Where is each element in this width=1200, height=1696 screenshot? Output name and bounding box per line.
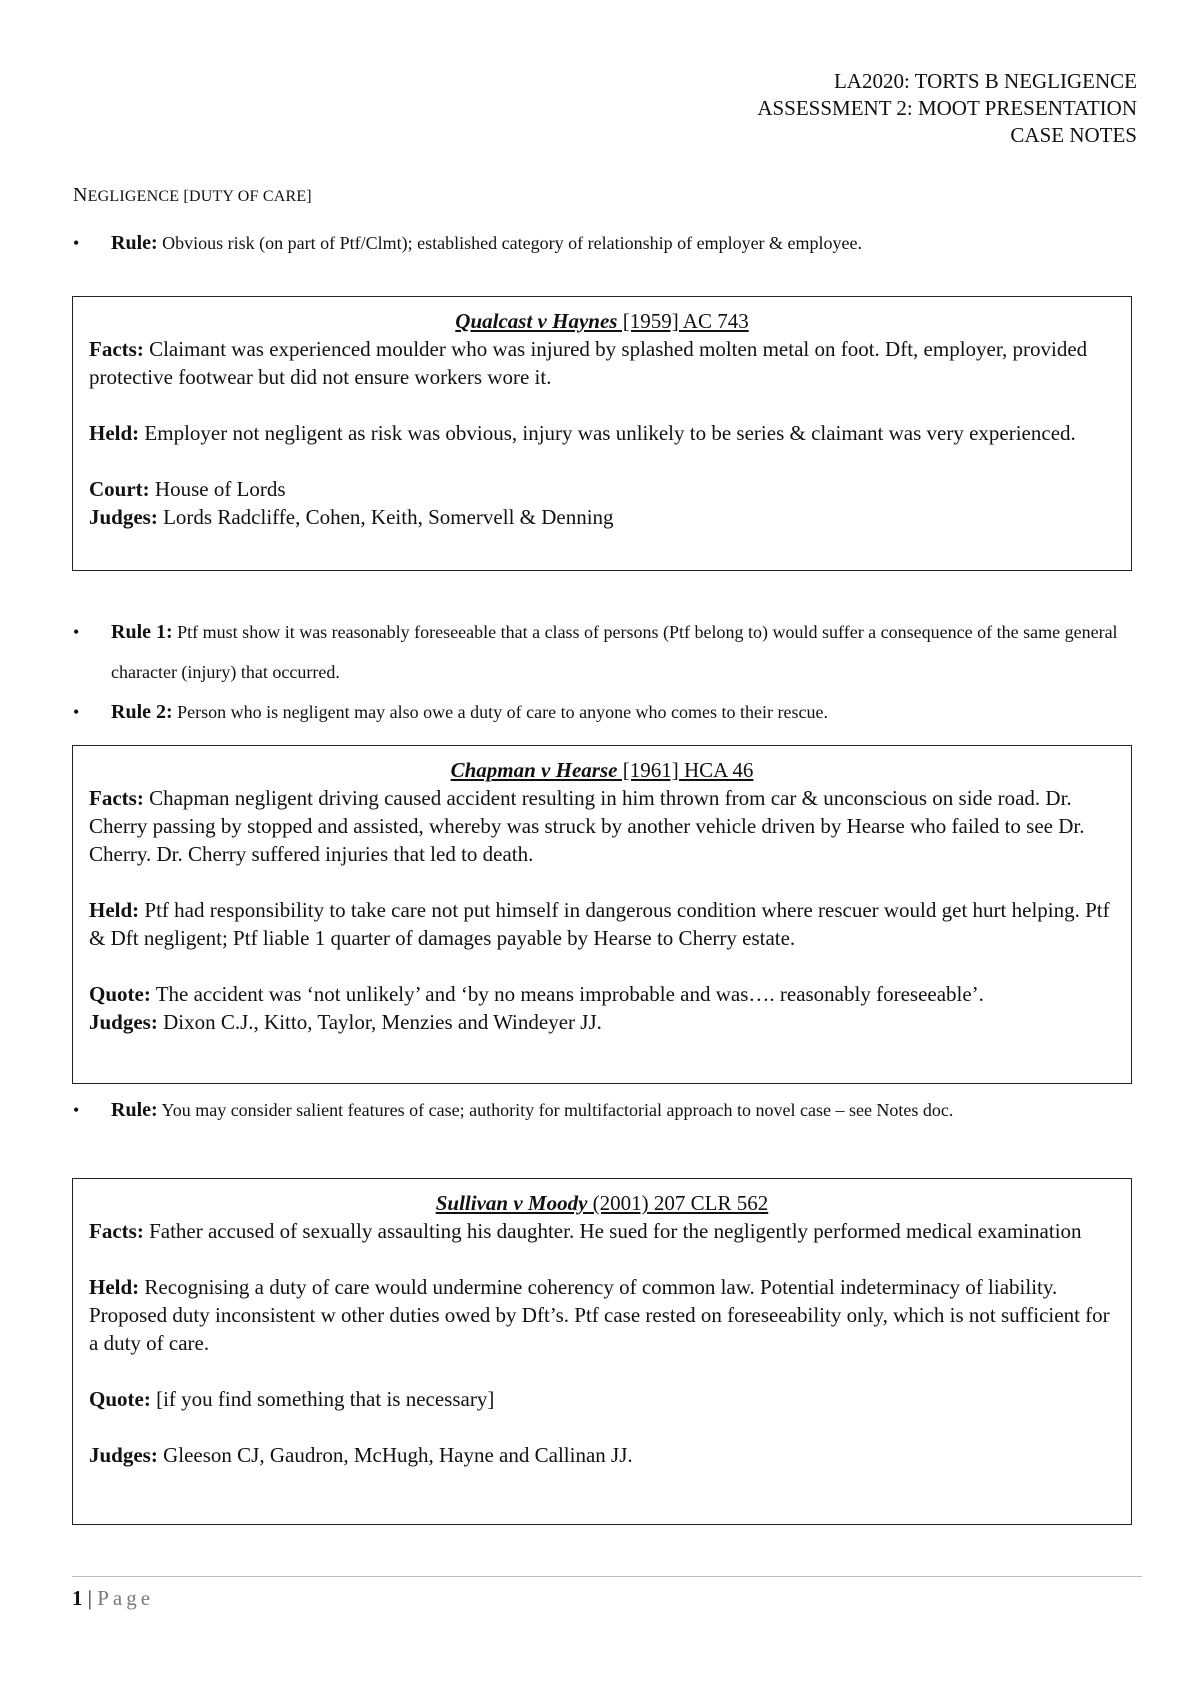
judges-text: Lords Radcliffe, Cohen, Keith, Somervell & Denning <box>157 505 614 529</box>
document-subtitle: CASE NOTES <box>1010 123 1137 147</box>
case-title <box>89 307 1115 335</box>
rule-label: Rule 2: <box>111 701 173 723</box>
bullet-icon: • <box>73 1100 80 1120</box>
case-citation: (2001) 207 CLR 562 <box>587 1191 769 1215</box>
case-citation: [1961] HCA 46 <box>617 758 754 782</box>
case-held <box>89 419 1115 447</box>
court-text: House of Lords <box>149 477 286 501</box>
case-judges <box>89 1441 1115 1469</box>
case-facts <box>89 1217 1115 1245</box>
held-label: Held: <box>89 421 140 445</box>
facts-label: Facts: <box>89 786 144 810</box>
case-facts <box>89 784 1115 868</box>
case-name: Chapman v Hearse <box>450 758 618 782</box>
held-label: Held: <box>89 1275 140 1299</box>
section-heading <box>73 184 312 207</box>
case-citation: [1959] AC 743 <box>617 309 749 333</box>
section-heading-rest: EGLIGENCE [DUTY OF CARE] <box>87 188 312 205</box>
rule-text: Person who is negligent may also owe a duty of care to anyone who comes to their rescue. <box>172 702 828 722</box>
case-judges <box>89 1008 1115 1036</box>
judges-label: Judges: <box>89 1010 158 1034</box>
judges-label: Judges: <box>89 1443 158 1467</box>
judges-text: Gleeson CJ, Gaudron, McHugh, Hayne and Callinan JJ. <box>157 1443 633 1467</box>
judges-label: Judges: <box>89 505 158 529</box>
facts-text: Father accused of sexually assaulting his daughter. He sued for the negligently performed medical examination <box>143 1219 1082 1243</box>
facts-label: Facts: <box>89 337 144 361</box>
held-text: Employer not negligent as risk was obvious, injury was unlikely to be series & claimant was very experienced. <box>139 421 1076 445</box>
rule-label: Rule: <box>111 232 158 254</box>
rule-bullet <box>73 692 1133 732</box>
rule-bullet <box>73 1090 1133 1130</box>
case-quote <box>89 1385 1115 1413</box>
page-word: Page <box>97 1586 155 1610</box>
section-heading-initial: N <box>73 184 88 206</box>
held-text: Recognising a duty of care would undermine coherency of common law. Potential indeterminacy of liability. Proposed duty inconsistent w other duties owed by Dft’s. Ptf case rested on foreseeability only, which is not sufficient for a duty of care. <box>89 1275 1110 1355</box>
case-box-sullivan <box>72 1178 1132 1525</box>
judges-text: Dixon C.J., Kitto, Taylor, Menzies and Windeyer JJ. <box>157 1010 602 1034</box>
footer-divider <box>72 1576 1142 1577</box>
case-box-qualcast <box>72 296 1132 571</box>
bullet-icon: • <box>73 702 80 722</box>
quote-label: Quote: <box>89 1387 151 1411</box>
quote-label: Quote: <box>89 982 151 1006</box>
case-judges <box>89 503 1115 531</box>
assessment-title: ASSESSMENT 2: MOOT PRESENTATION <box>757 96 1137 120</box>
case-name: Sullivan v Moody <box>435 1191 588 1215</box>
bullet-icon: • <box>73 622 80 642</box>
rule-bullet <box>73 612 1133 692</box>
facts-text: Chapman negligent driving caused accident resulting in him thrown from car & unconscious on side road. Dr. Cherry passing by stopped and assisted, whereby was struck by another vehicle driven by Hearse who failed to see Dr. Cherry. Dr. Cherry suffered injuries that led to death. <box>89 786 1085 866</box>
case-quote <box>89 980 1115 1008</box>
page-footer <box>72 1586 154 1611</box>
page-number: 1 <box>72 1586 83 1610</box>
facts-text: Claimant was experienced moulder who was injured by splashed molten metal on foot. Dft, employer, provided protective footwear but did not ensure workers wore it. <box>89 337 1088 389</box>
document-header <box>757 68 1137 149</box>
bullet-icon: • <box>73 233 80 253</box>
rule-bullet <box>73 223 1133 263</box>
facts-label: Facts: <box>89 1219 144 1243</box>
case-name: Qualcast v Haynes <box>455 309 618 333</box>
held-text: Ptf had responsibility to take care not put himself in dangerous condition where rescuer would get hurt helping. Ptf & Dft negligent; Ptf liable 1 quarter of damages payable by Hearse to Cherry estate. <box>89 898 1110 950</box>
rule-text: Ptf must show it was reasonably foreseeable that a class of persons (Ptf belong to) would suffer a consequence of the same general character (injury) that occurred. <box>111 622 1118 682</box>
rule-label: Rule 1: <box>111 621 173 643</box>
case-court <box>89 475 1115 503</box>
rule-text: Obvious risk (on part of Ptf/Clmt); established category of relationship of employer & employee. <box>157 233 863 253</box>
quote-text: The accident was ‘not unlikely’ and ‘by no means improbable and was…. reasonably foreseeable’. <box>150 982 984 1006</box>
case-title <box>89 756 1115 784</box>
case-box-chapman <box>72 745 1132 1084</box>
quote-text: [if you find something that is necessary] <box>150 1387 495 1411</box>
footer-separator: | <box>82 1586 98 1610</box>
course-title: LA2020: TORTS B NEGLIGENCE <box>833 69 1137 93</box>
rule-label: Rule: <box>111 1099 158 1121</box>
case-held <box>89 896 1115 952</box>
case-held <box>89 1273 1115 1357</box>
rule-text: You may consider salient features of case; authority for multifactorial approach to novel case – see Notes doc. <box>157 1100 954 1120</box>
held-label: Held: <box>89 898 140 922</box>
case-title <box>89 1189 1115 1217</box>
case-facts <box>89 335 1115 391</box>
court-label: Court: <box>89 477 150 501</box>
